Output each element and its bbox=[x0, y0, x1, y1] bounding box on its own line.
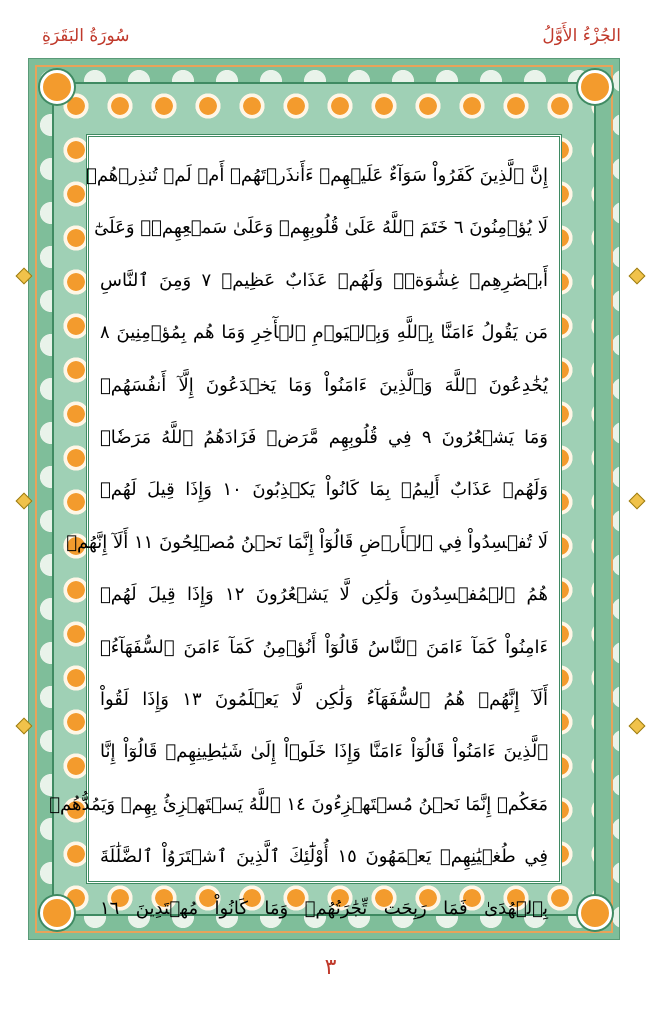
text-line: وَلَهُمۡ عَذَابٌ أَلِيمُۢ بِمَا كَانُواْ يَكۡذِبُونَ ١٠ وَإِذَا قِيلَ لَهُمۡ bbox=[100, 479, 548, 501]
side-ornament-icon bbox=[629, 493, 646, 510]
text-line: فِي طُغۡيَٰنِهِمۡ يَعۡمَهُونَ ١٥ أُوْلَٰٓئِكَ ٱلَّذِينَ ٱشۡتَرَوُاْ ٱلضَّلَٰلَةَ bbox=[100, 846, 548, 868]
text-line: إِنَّ ٱلَّذِينَ كَفَرُواْ سَوَآءٌ عَلَيۡهِمۡ ءَأَنذَرۡتَهُمۡ أَمۡ لَمۡ تُنذِرۡهُمۡ bbox=[86, 165, 548, 186]
corner-ornament-icon bbox=[40, 896, 74, 930]
quran-text bbox=[49, 150, 548, 936]
page-number: ٣ bbox=[324, 955, 337, 980]
text-line: ءَامِنُواْ كَمَآ ءَامَنَ ٱلنَّاسُ قَالُوٓاْ أَنُؤۡمِنُ كَمَآ ءَامَنَ ٱلسُّفَهَآءُۗ bbox=[100, 636, 548, 658]
corner-ornament-icon bbox=[578, 70, 612, 104]
text-line: لَا يُؤۡمِنُونَ ٦ خَتَمَ ٱللَّهُ عَلَىٰ قُلُوبِهِمۡ وَعَلَىٰ سَمۡعِهِمۡۖ وَعَلَىٰٓ bbox=[94, 217, 548, 239]
side-ornament-icon bbox=[629, 268, 646, 285]
juz-header: الجُزْءُ الأَوَّلُ bbox=[542, 26, 621, 46]
corner-ornament-icon bbox=[578, 896, 612, 930]
text-line: ٱلَّذِينَ ءَامَنُواْ قَالُوٓاْ ءَامَنَّا وَإِذَا خَلَوۡاْ إِلَىٰ شَيَٰطِينِهِمۡ قَالُوٓاْ إِنَّا bbox=[100, 741, 548, 763]
surah-header: سُورَةُ البَقَرَةِ bbox=[42, 26, 130, 46]
text-line: أَلَآ إِنَّهُمۡ هُمُ ٱلسُّفَهَآءُ وَلَٰكِن لَّا يَعۡلَمُونَ ١٣ وَإِذَا لَقُواْ bbox=[100, 688, 548, 710]
text-line: لَا تُفۡسِدُواْ فِي ٱلۡأَرۡضِ قَالُوٓاْ إِنَّمَا نَحۡنُ مُصۡلِحُونَ ١١ أَلَآ إِنَّهُمۡ bbox=[66, 531, 548, 553]
text-line: هُمُ ٱلۡمُفۡسِدُونَ وَلَٰكِن لَّا يَشۡعُرُونَ ١٢ وَإِذَا قِيلَ لَهُمۡ bbox=[100, 584, 548, 606]
text-line: أَبۡصَٰرِهِمۡ غِشَٰوَةٞۖ وَلَهُمۡ عَذَابٌ عَظِيمٞ ٧ وَمِنَ ٱلنَّاسِ bbox=[100, 269, 548, 291]
text-line: مَعَكُمۡ إِنَّمَا نَحۡنُ مُسۡتَهۡزِءُونَ ١٤ ٱللَّهُ يَسۡتَهۡزِئُ بِهِمۡ وَيَمُدُّهُمۡ bbox=[49, 793, 548, 815]
text-line: مَن يَقُولُ ءَامَنَّا بِٱللَّهِ وَبِٱلۡيَوۡمِ ٱلۡأٓخِرِ وَمَا هُم بِمُؤۡمِنِينَ ٨ bbox=[100, 322, 548, 344]
text-line: وَمَا يَشۡعُرُونَ ٩ فِي قُلُوبِهِم مَّرَضٞ فَزَادَهُمُ ٱللَّهُ مَرَضٗاۖ bbox=[100, 426, 548, 448]
text-line: بِٱلۡهُدَىٰ فَمَا رَبِحَت تِّجَٰرَتُهُمۡ وَمَا كَانُواْ مُهۡتَدِينَ ١٦ bbox=[100, 898, 548, 920]
side-ornament-icon bbox=[629, 718, 646, 735]
corner-ornament-icon bbox=[40, 70, 74, 104]
text-line: يُخَٰدِعُونَ ٱللَّهَ وَٱلَّذِينَ ءَامَنُواْ وَمَا يَخۡدَعُونَ إِلَّآ أَنفُسَهُمۡ bbox=[100, 374, 548, 396]
